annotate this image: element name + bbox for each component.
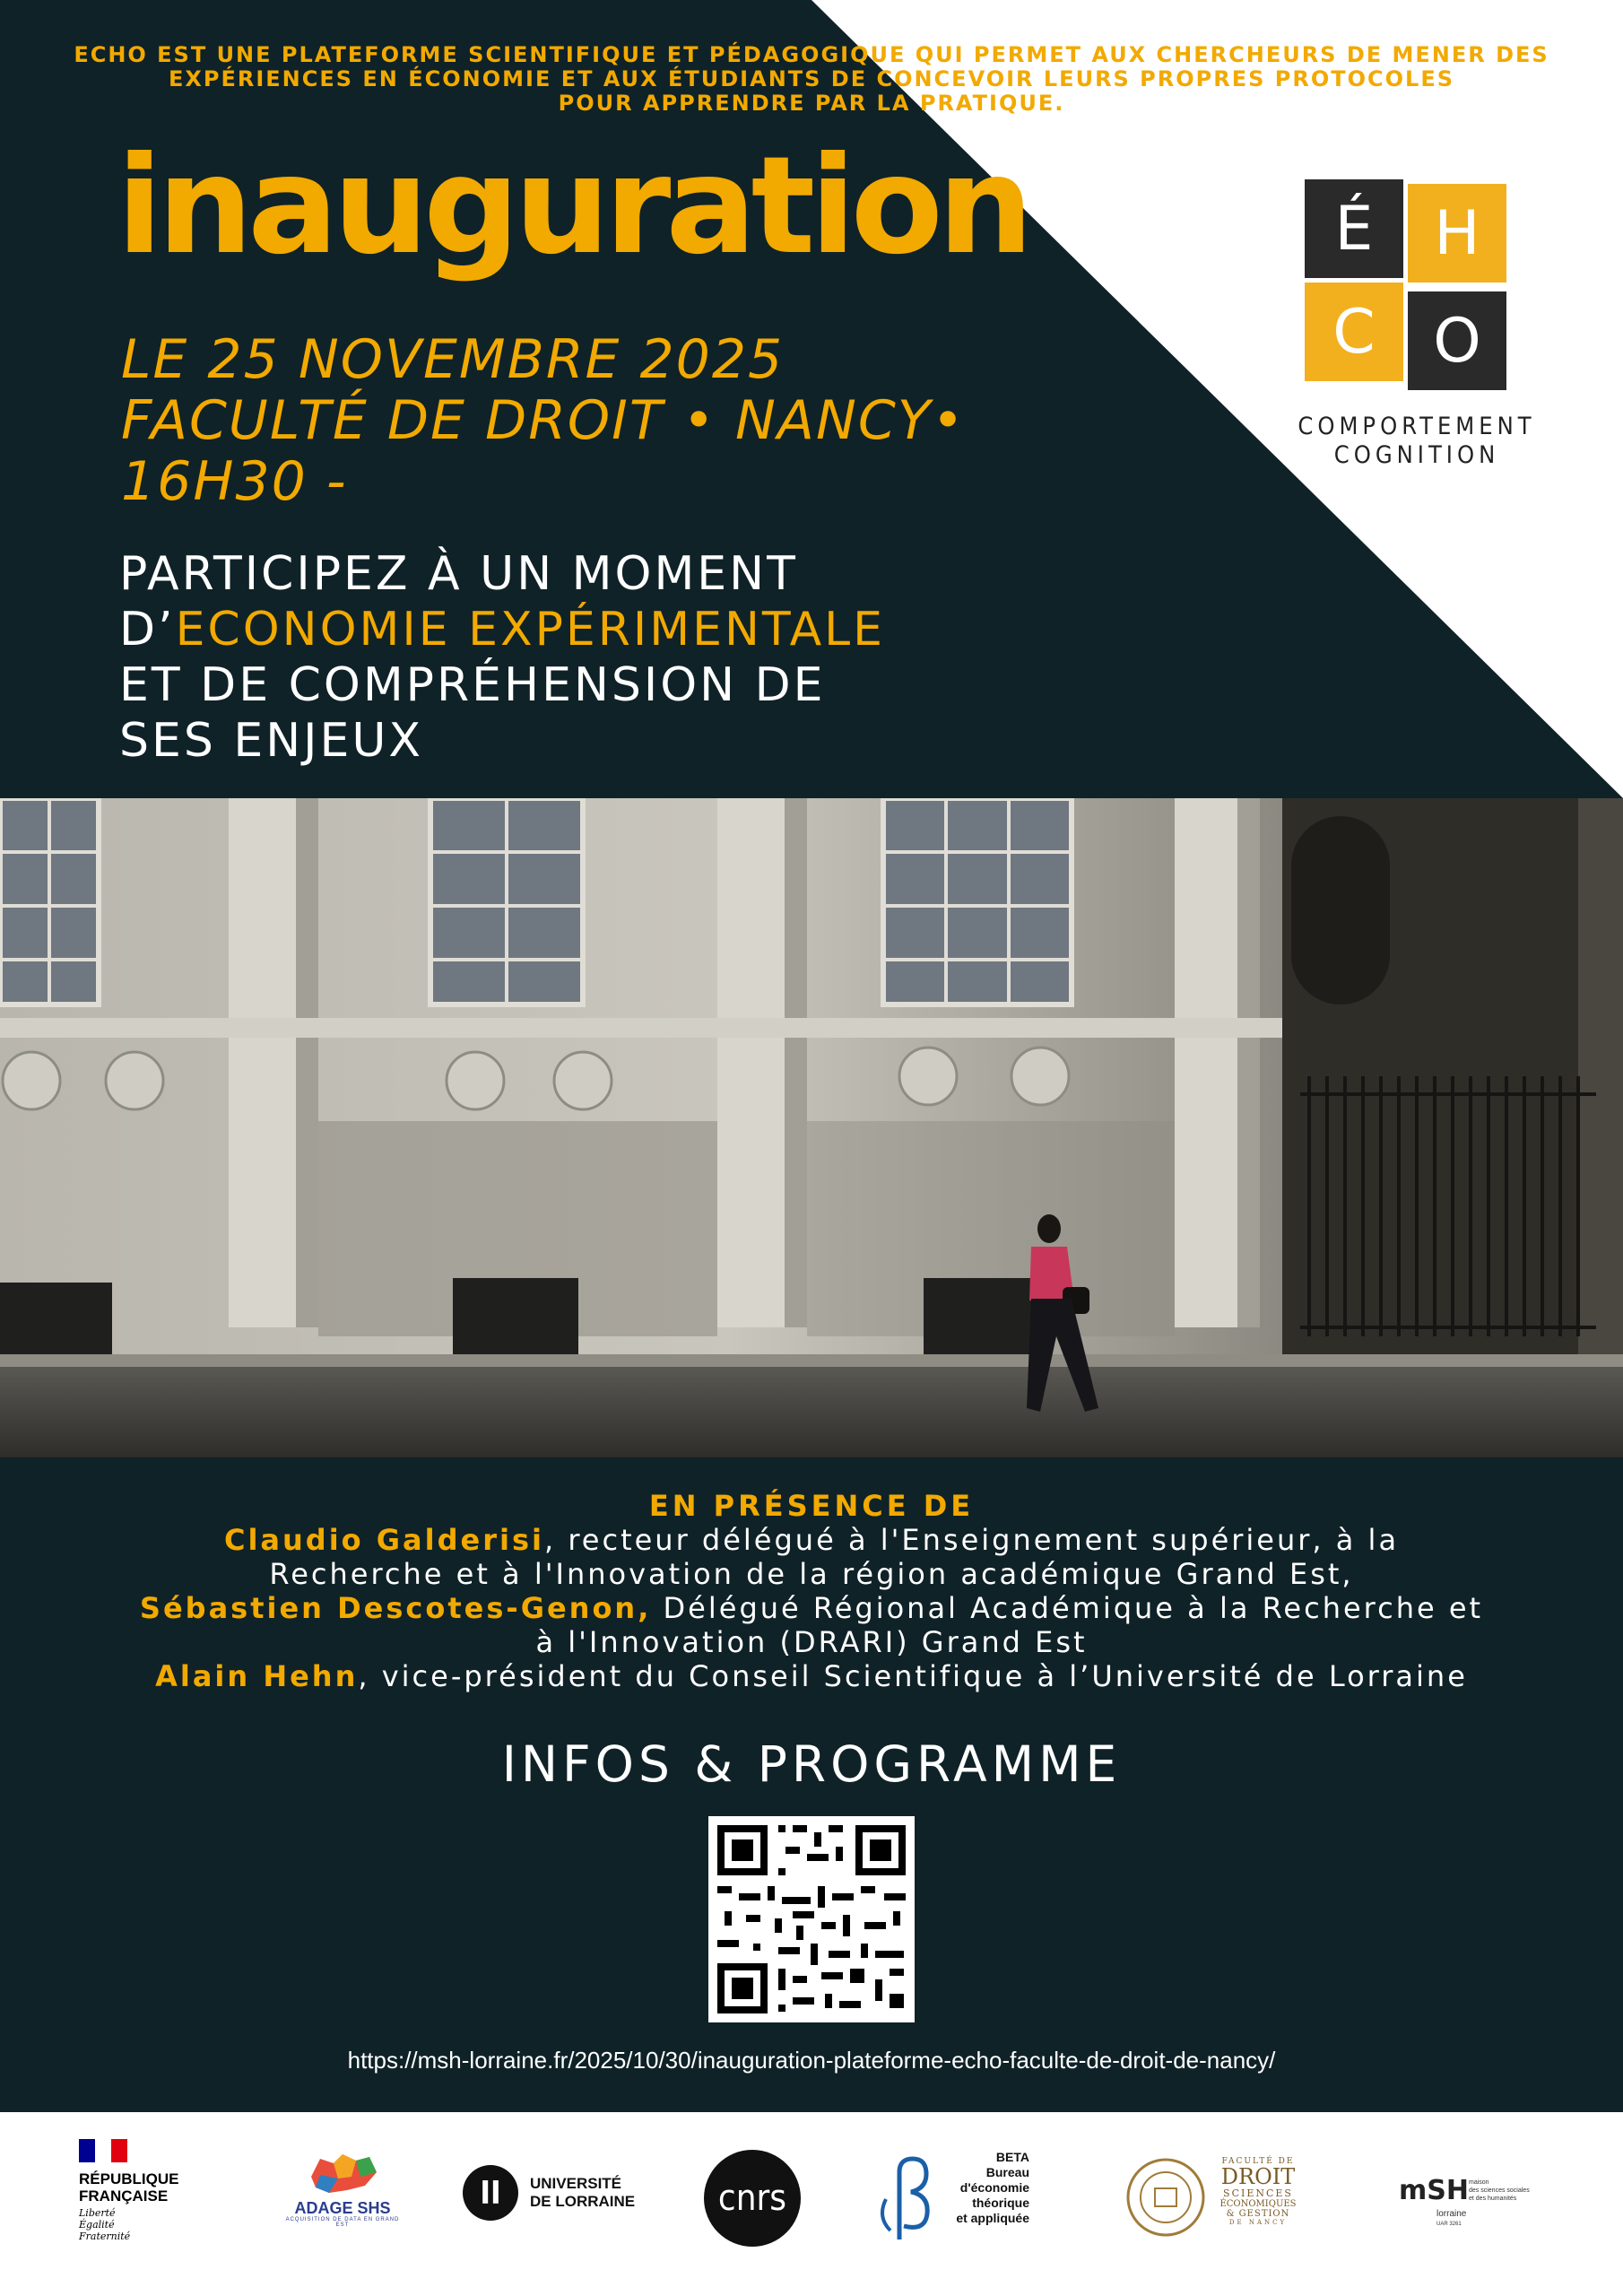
logo-letter-c: C — [1305, 283, 1403, 381]
rf-line-4: Égalité — [79, 2219, 115, 2231]
intro-line-2: EXPÉRIENCES EN ÉCONOMIE ET AUX ÉTUDIANTS DE CONCEVOIR LEURS PROPRES PROTOCOLES — [168, 66, 1454, 91]
msh-label: mSH — [1399, 2175, 1469, 2206]
logo-caption-1: COMPORTEMENT — [1298, 413, 1536, 440]
svg-text:ll: ll — [480, 2176, 501, 2212]
rf-line-1: RÉPUBLIQUE — [79, 2170, 179, 2187]
event-place: FACULTÉ DE DROIT • NANCY• — [121, 389, 966, 452]
fac-line-1: FACULTÉ DE — [1221, 2157, 1295, 2166]
ul-line-2: DE LORRAINE — [530, 2193, 636, 2210]
marianne-icon — [79, 2139, 127, 2162]
beta-line-3: d'économie — [959, 2180, 1029, 2195]
tagline-line-2 — [119, 603, 885, 657]
faculty-seal-icon — [1125, 2157, 1206, 2238]
qr-code[interactable] — [708, 1816, 915, 2022]
intro-line-3: POUR APPRENDRE PAR LA PRATIQUE. — [558, 91, 1065, 116]
fac-line-6: DE NANCY — [1228, 2219, 1288, 2226]
ul-line-1: UNIVERSITÉ — [530, 2175, 622, 2192]
logo-universite-de-lorraine — [462, 2164, 641, 2227]
grand-est-map-icon — [307, 2150, 378, 2195]
logo-letter-h: H — [1408, 184, 1506, 283]
beta-icon — [877, 2154, 931, 2244]
fac-line-5: & GESTION — [1226, 2209, 1290, 2219]
logo-cnrs: cnrs — [704, 2150, 801, 2247]
page-title: inauguration — [117, 128, 1028, 284]
beta-line-2: Bureau — [985, 2165, 1029, 2179]
guest-3-role: , vice-président du Conseil Scientifique à l’Université de Lorraine — [358, 1659, 1468, 1693]
tagline-line-4: SES ENJEUX — [119, 714, 424, 768]
guest-2-role-b: à l'Innovation (DRARI) Grand Est — [535, 1625, 1088, 1659]
guest-3 — [36, 1659, 1587, 1693]
logo-republique-francaise — [79, 2139, 231, 2242]
fac-line-2: DROIT — [1220, 2164, 1296, 2189]
ul-icon — [462, 2164, 519, 2222]
guest-1-role-a: , recteur délégué à l'Enseignement supérieur, à la — [543, 1523, 1400, 1557]
fac-line-3: SCIENCES — [1223, 2187, 1293, 2199]
rf-line-5: Fraternité — [79, 2231, 131, 2242]
msh-line-1: maison — [1469, 2179, 1489, 2186]
infos-heading: INFOS & PROGRAMME — [501, 1735, 1122, 1793]
intro-text — [54, 43, 1569, 116]
logo-beta — [877, 2150, 1038, 2248]
logo-letter-e: É — [1305, 179, 1403, 278]
msh-line-5: UAR 3261 — [1436, 2222, 1462, 2227]
guest-1-name: Claudio Galderisi — [223, 1523, 544, 1557]
logo-caption-2: COGNITION — [1333, 441, 1500, 469]
tagline-line-1: PARTICIPEZ À UN MOMENT — [119, 547, 798, 601]
guests-section — [36, 1489, 1587, 1693]
beta-line-5: et appliquée — [956, 2211, 1029, 2225]
intro-line-1: ECHO EST UNE PLATEFORME SCIENTIFIQUE ET PÉDAGOGIQUE QUI PERMET AUX CHERCHEURS DE MENER DES — [74, 42, 1549, 67]
guest-2-name: Sébastien Descotes-Genon, — [139, 1591, 652, 1625]
msh-line-2: des sciences sociales — [1469, 2187, 1530, 2194]
tagline-line-3: ET DE COMPRÉHENSION DE — [119, 658, 826, 712]
beta-line-4: théorique — [972, 2196, 1029, 2210]
adage-sub: ACQUISITION DE DATA EN GRAND EST — [285, 2217, 400, 2228]
tagline-prefix: D’ — [119, 603, 176, 657]
guest-1-role-b: Recherche et à l'Innovation de la région académique Grand Est, — [269, 1557, 1354, 1591]
beta-line-1: BETA — [995, 2150, 1029, 2164]
msh-line-4: lorraine — [1436, 2209, 1467, 2219]
qr-code-icon — [708, 1816, 915, 2022]
event-url[interactable]: https://msh-lorraine.fr/2025/10/30/inauguration-plateforme-echo-faculte-de-droit-de-nancy/ — [347, 2047, 1276, 2074]
partners-footer — [0, 2112, 1623, 2296]
guest-1 — [36, 1523, 1587, 1557]
logo-adage-shs — [280, 2150, 405, 2228]
guest-2 — [36, 1591, 1587, 1625]
msh-line-3: et des humanités — [1469, 2196, 1517, 2202]
logo-caption — [1291, 413, 1542, 470]
building-photo — [0, 798, 1623, 1457]
fac-line-4: ÉCONOMIQUES — [1219, 2199, 1297, 2209]
guest-2-role-a: Délégué Régional Académique à la Recherche et — [651, 1591, 1484, 1625]
tagline-accent: ECONOMIE EXPÉRIMENTALE — [175, 603, 885, 657]
echo-logo — [1298, 179, 1536, 470]
adage-label: ADAGE SHS — [294, 2199, 391, 2217]
rf-line-2: FRANÇAISE — [79, 2187, 169, 2205]
event-date: LE 25 NOVEMBRE 2025 — [121, 328, 785, 391]
guest-3-name: Alain Hehn — [155, 1659, 359, 1693]
presence-heading: EN PRÉSENCE DE — [648, 1489, 975, 1523]
logo-msh-lorraine — [1399, 2175, 1542, 2238]
rf-line-3: Liberté — [79, 2207, 116, 2219]
logo-faculte-de-droit — [1125, 2157, 1323, 2238]
event-time: 16H30 - — [121, 450, 348, 513]
logo-letter-o: O — [1408, 291, 1506, 390]
